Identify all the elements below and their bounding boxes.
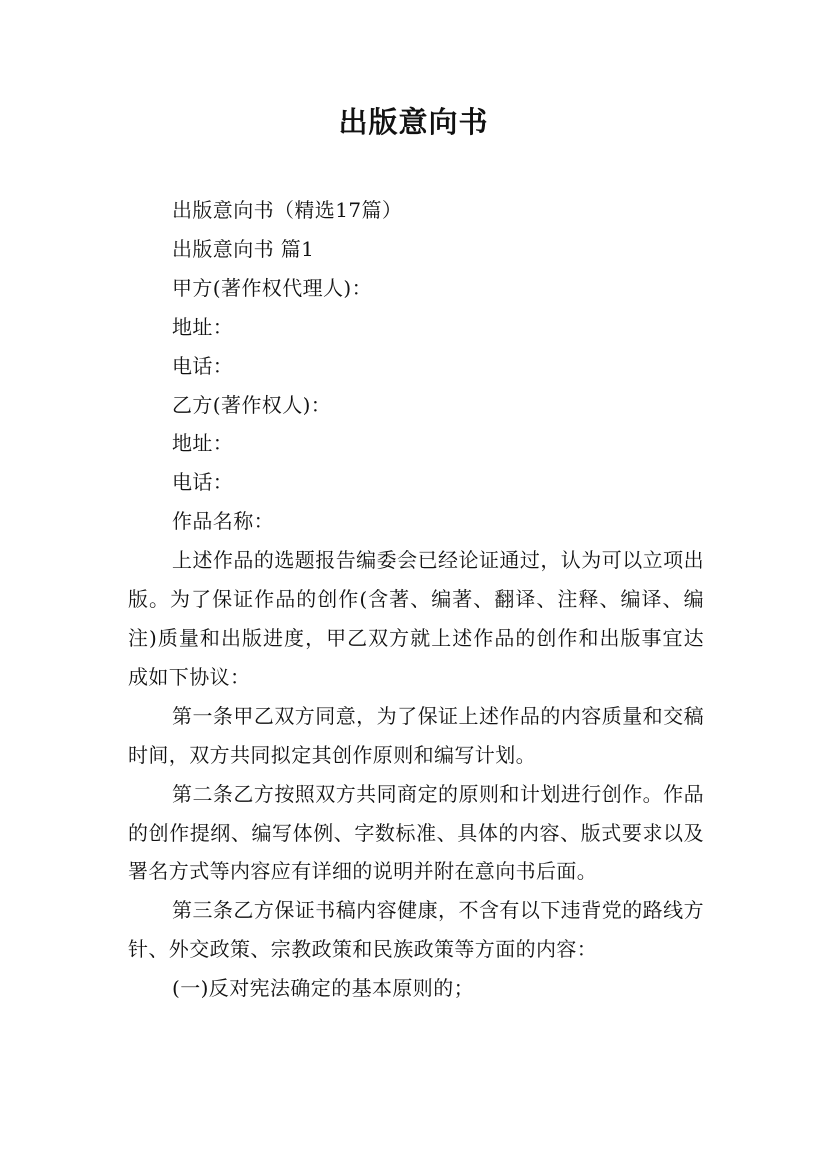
paragraph-party-a: 甲方(著作权代理人)： xyxy=(172,275,373,300)
document-body xyxy=(128,191,704,1008)
paragraph-party-b-address: 地址： xyxy=(172,431,234,456)
paragraph-article-3: 第三条乙方保证书稿内容健康，不含有以下违背党的路线方针、外交政策、宗教政策和民族政策等方面的内容： xyxy=(128,898,704,962)
paragraph-party-a-address: 地址： xyxy=(172,314,234,339)
paragraph-article-2: 第二条乙方按照双方共同商定的原则和计划进行创作。作品的创作提纲、编写体例、字数标准、具体的内容、版式要求以及署名方式等内容应有详细的说明并附在意向书后面。 xyxy=(128,781,704,884)
paragraph-intro: 上述作品的选题报告编委会已经论证通过，认为可以立项出版。为了保证作品的创作(含著、编著、翻译、注释、编译、编注)质量和出版进度，甲乙双方就上述作品的创作和出版事宜达成如下协议： xyxy=(128,548,704,689)
document-title: 出版意向书 xyxy=(338,105,489,139)
paragraph-item-1: (一)反对宪法确定的基本原则的； xyxy=(172,976,475,1001)
paragraph-work-name: 作品名称： xyxy=(172,509,274,534)
paragraph-subtitle: 出版意向书（精选17篇） xyxy=(172,198,403,222)
paragraph-article-1: 第一条甲乙双方同意，为了保证上述作品的内容质量和交稿时间，双方共同拟定其创作原则和编写计划。 xyxy=(128,703,704,767)
paragraph-party-b: 乙方(著作权人)： xyxy=(172,392,332,417)
paragraph-section-heading: 出版意向书 篇1 xyxy=(172,236,315,261)
paragraph-party-b-phone: 电话： xyxy=(172,470,234,495)
paragraph-party-a-phone: 电话： xyxy=(172,353,234,378)
